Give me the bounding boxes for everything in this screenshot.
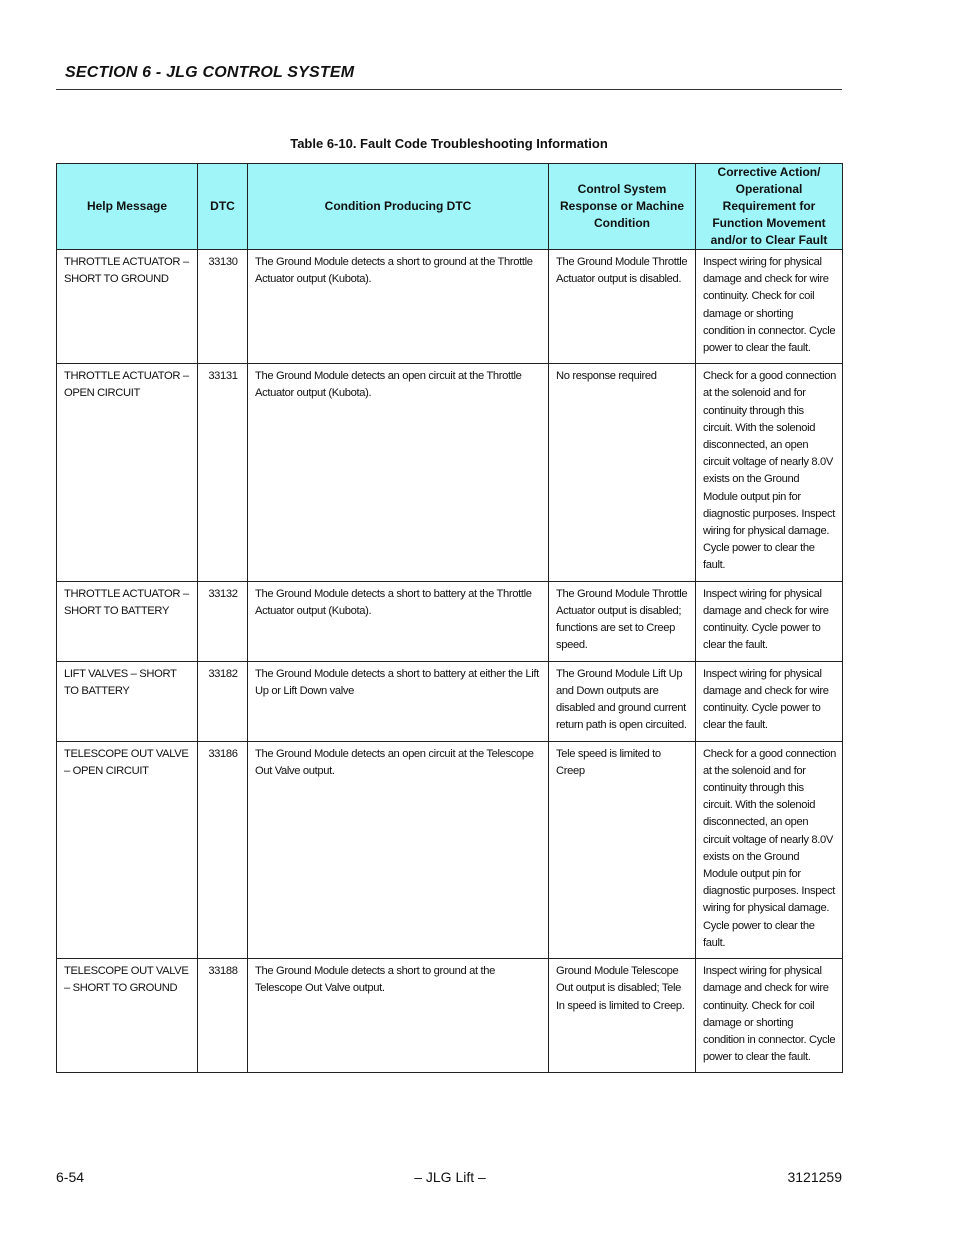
action-cell: Inspect wiring for physical damage and check for wire continuity. Check for coil damage or shorting condition in connector. Cycle power to clear the fault. xyxy=(696,250,843,364)
condition-cell: The Ground Module detects an open circuit at the Throttle Actuator output (Kubota). xyxy=(248,364,549,581)
condition-cell: The Ground Module detects a short to ground at the Telescope Out Valve output. xyxy=(248,959,549,1073)
document-number: 3121259 xyxy=(787,1169,842,1185)
column-header-dtc: DTC xyxy=(198,164,248,250)
response-cell: Ground Module Telescope Out output is disabled; Tele In speed is limited to Creep. xyxy=(549,959,696,1073)
dtc-cell: 33182 xyxy=(198,661,248,741)
action-cell: Inspect wiring for physical damage and check for wire continuity. Check for coil damage or shorting condition in connector. Cycle power to clear the fault. xyxy=(696,959,843,1073)
column-header-corrective-action: Corrective Action/ Operational Requirement for Function Movement and/or to Clear Fault xyxy=(696,164,843,250)
action-cell: Check for a good connection at the solenoid and for continuity through this circuit. With the solenoid disconnected, an open circuit voltage of nearly 8.0V exists on the Ground Module output pin for diagnostic purposes. Inspect wiring for physical damage. Cycle power to clear the fault. xyxy=(696,741,843,958)
response-cell: The Ground Module Lift Up and Down outputs are disabled and ground current return path is open circuited. xyxy=(549,661,696,741)
dtc-cell: 33188 xyxy=(198,959,248,1073)
table-row xyxy=(57,741,843,958)
condition-cell: The Ground Module detects an open circuit at the Telescope Out Valve output. xyxy=(248,741,549,958)
column-header-response: Control System Response or Machine Condition xyxy=(549,164,696,250)
action-cell: Inspect wiring for physical damage and check for wire continuity. Cycle power to clear the fault. xyxy=(696,661,843,741)
fault-code-table xyxy=(56,163,843,1073)
column-header-condition: Condition Producing DTC xyxy=(248,164,549,250)
action-cell: Check for a good connection at the solenoid and for continuity through this circuit. With the solenoid disconnected, an open circuit voltage of nearly 8.0V exists on the Ground Module output pin for diagnostic purposes. Inspect wiring for physical damage. Cycle power to clear the fault. xyxy=(696,364,843,581)
page-number: 6-54 xyxy=(56,1169,85,1185)
response-cell: No response required xyxy=(549,364,696,581)
help-message-cell: THROTTLE ACTUATOR – SHORT TO BATTERY xyxy=(57,581,198,661)
help-message-cell: THROTTLE ACTUATOR – SHORT TO GROUND xyxy=(57,250,198,364)
help-message-cell: TELESCOPE OUT VALVE – SHORT TO GROUND xyxy=(57,959,198,1073)
response-cell: Tele speed is limited to Creep xyxy=(549,741,696,958)
table-header-row xyxy=(57,164,843,250)
help-message-cell: THROTTLE ACTUATOR – OPEN CIRCUIT xyxy=(57,364,198,581)
dtc-cell: 33186 xyxy=(198,741,248,958)
condition-cell: The Ground Module detects a short to battery at either the Lift Up or Lift Down valve xyxy=(248,661,549,741)
response-cell: The Ground Module Throttle Actuator output is disabled. xyxy=(549,250,696,364)
column-header-help-message: Help Message xyxy=(57,164,198,250)
table-caption: Table 6-10. Fault Code Troubleshooting Information xyxy=(290,136,608,151)
table-row xyxy=(57,661,843,741)
table-row xyxy=(57,364,843,581)
help-message-cell: TELESCOPE OUT VALVE – OPEN CIRCUIT xyxy=(57,741,198,958)
dtc-cell: 33132 xyxy=(198,581,248,661)
action-cell: Inspect wiring for physical damage and check for wire continuity. Cycle power to clear the fault. xyxy=(696,581,843,661)
footer-title: – JLG Lift – xyxy=(414,1169,486,1185)
help-message-cell: LIFT VALVES – SHORT TO BATTERY xyxy=(57,661,198,741)
dtc-cell: 33130 xyxy=(198,250,248,364)
section-title: SECTION 6 - JLG CONTROL SYSTEM xyxy=(65,64,355,81)
response-cell: The Ground Module Throttle Actuator output is disabled; functions are set to Creep speed. xyxy=(549,581,696,661)
condition-cell: The Ground Module detects a short to battery at the Throttle Actuator output (Kubota). xyxy=(248,581,549,661)
dtc-cell: 33131 xyxy=(198,364,248,581)
condition-cell: The Ground Module detects a short to ground at the Throttle Actuator output (Kubota). xyxy=(248,250,549,364)
table-row xyxy=(57,581,843,661)
table-row xyxy=(57,250,843,364)
header-divider xyxy=(56,89,842,90)
table-row xyxy=(57,959,843,1073)
